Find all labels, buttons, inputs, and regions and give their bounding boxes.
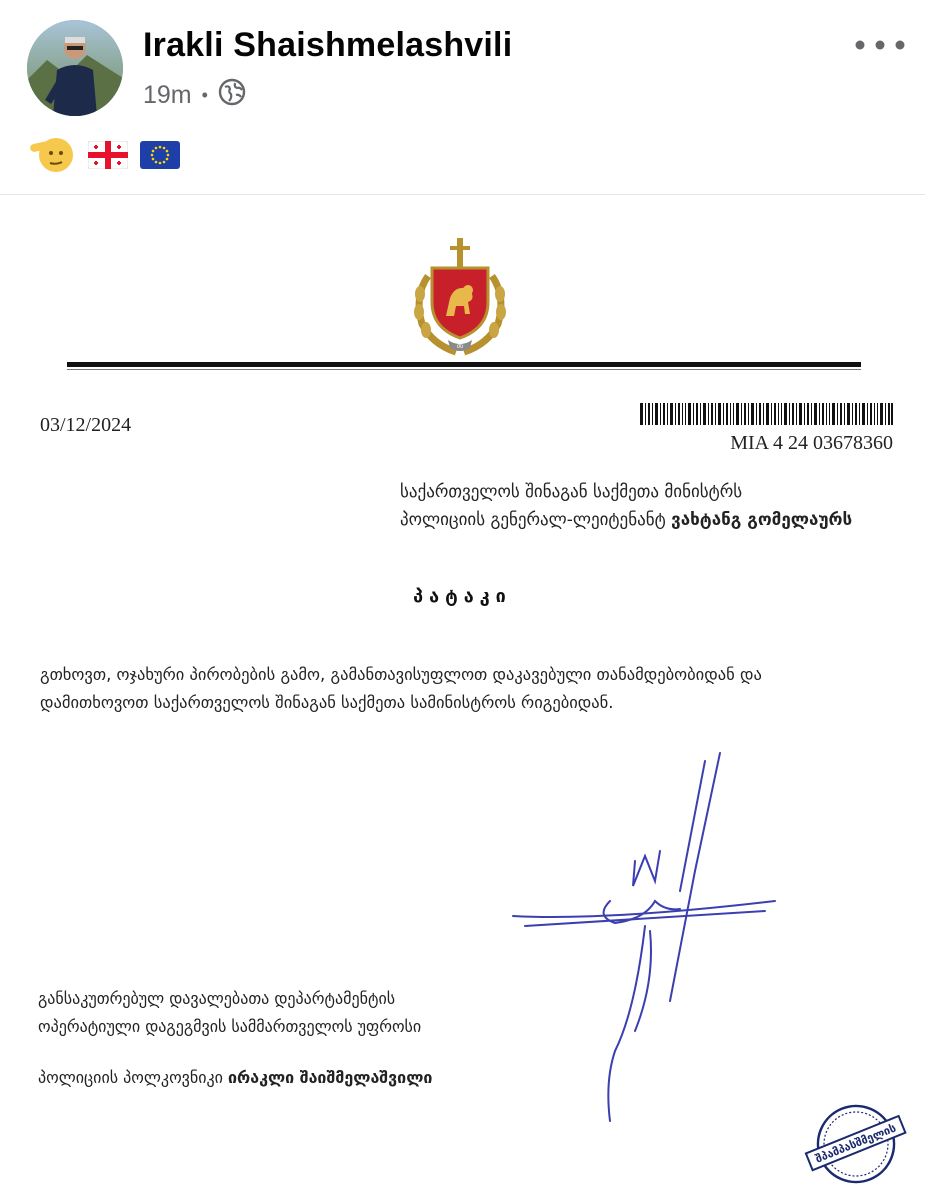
addressee-name: ვახტანგ გომელაურს	[671, 510, 853, 530]
post-time[interactable]: 19m	[143, 81, 192, 109]
police-emblem-icon	[410, 236, 510, 358]
body-line-2: დამითხოვოთ საქართველოს შინაგან საქმეთა სამინისტროს რიგებიდან.	[40, 693, 614, 712]
eu-flag-emoji	[140, 141, 180, 174]
avatar[interactable]	[27, 20, 123, 116]
header-divider	[0, 194, 925, 195]
header-rule	[67, 362, 861, 367]
sender-name: ირაკლი შაიშმელაშვილი	[228, 1068, 433, 1087]
post-text	[30, 136, 180, 179]
sender-position: ოპერატიული დაგეგმვის სამმართველოს უფროსი	[38, 1017, 422, 1036]
more-options-icon[interactable]	[850, 30, 910, 60]
avatar-photo	[27, 20, 123, 116]
handwritten-signature	[505, 751, 785, 1131]
stamp-text: შპამპასშმელის	[813, 1121, 898, 1166]
sender-department: განსაკუთრებულ დავალებათა დეპარტამენტის	[38, 989, 396, 1008]
post-header	[0, 0, 925, 195]
addressee-line-1: საქართველოს შინაგან საქმეთა მინისტრს	[400, 482, 743, 502]
globe-icon[interactable]	[218, 78, 246, 113]
sender-rank: პოლიციის პოლკოვნიკი	[38, 1068, 229, 1087]
georgia-flag-emoji	[88, 141, 128, 174]
document-image[interactable]	[0, 196, 925, 1200]
post-author-name[interactable]: Irakli Shaishmelashvili	[143, 26, 513, 64]
body-line-1: გთხოვთ, ოჯახური პირობების გამო, გამანთავისუფლოთ დაკავებული თანამდებობიდან და	[40, 665, 762, 684]
svg-text:შს: შს	[456, 343, 464, 350]
registration-number: MIA 4 24 03678360	[730, 432, 893, 454]
document-date: 03/12/2024	[40, 414, 132, 436]
meta-separator: •	[201, 85, 208, 105]
document-title: პატაკი	[413, 586, 512, 607]
sender-rank-name	[38, 1068, 432, 1087]
stamp-seal-icon	[800, 1100, 912, 1188]
barcode-icon	[640, 403, 893, 425]
post-meta	[143, 78, 246, 113]
header-rule-thin	[67, 369, 861, 370]
addressee-rank: პოლიციის გენერალ-ლეიტენანტ	[400, 510, 672, 530]
addressee-line-2	[400, 510, 852, 530]
saluting-face-emoji	[30, 136, 76, 179]
